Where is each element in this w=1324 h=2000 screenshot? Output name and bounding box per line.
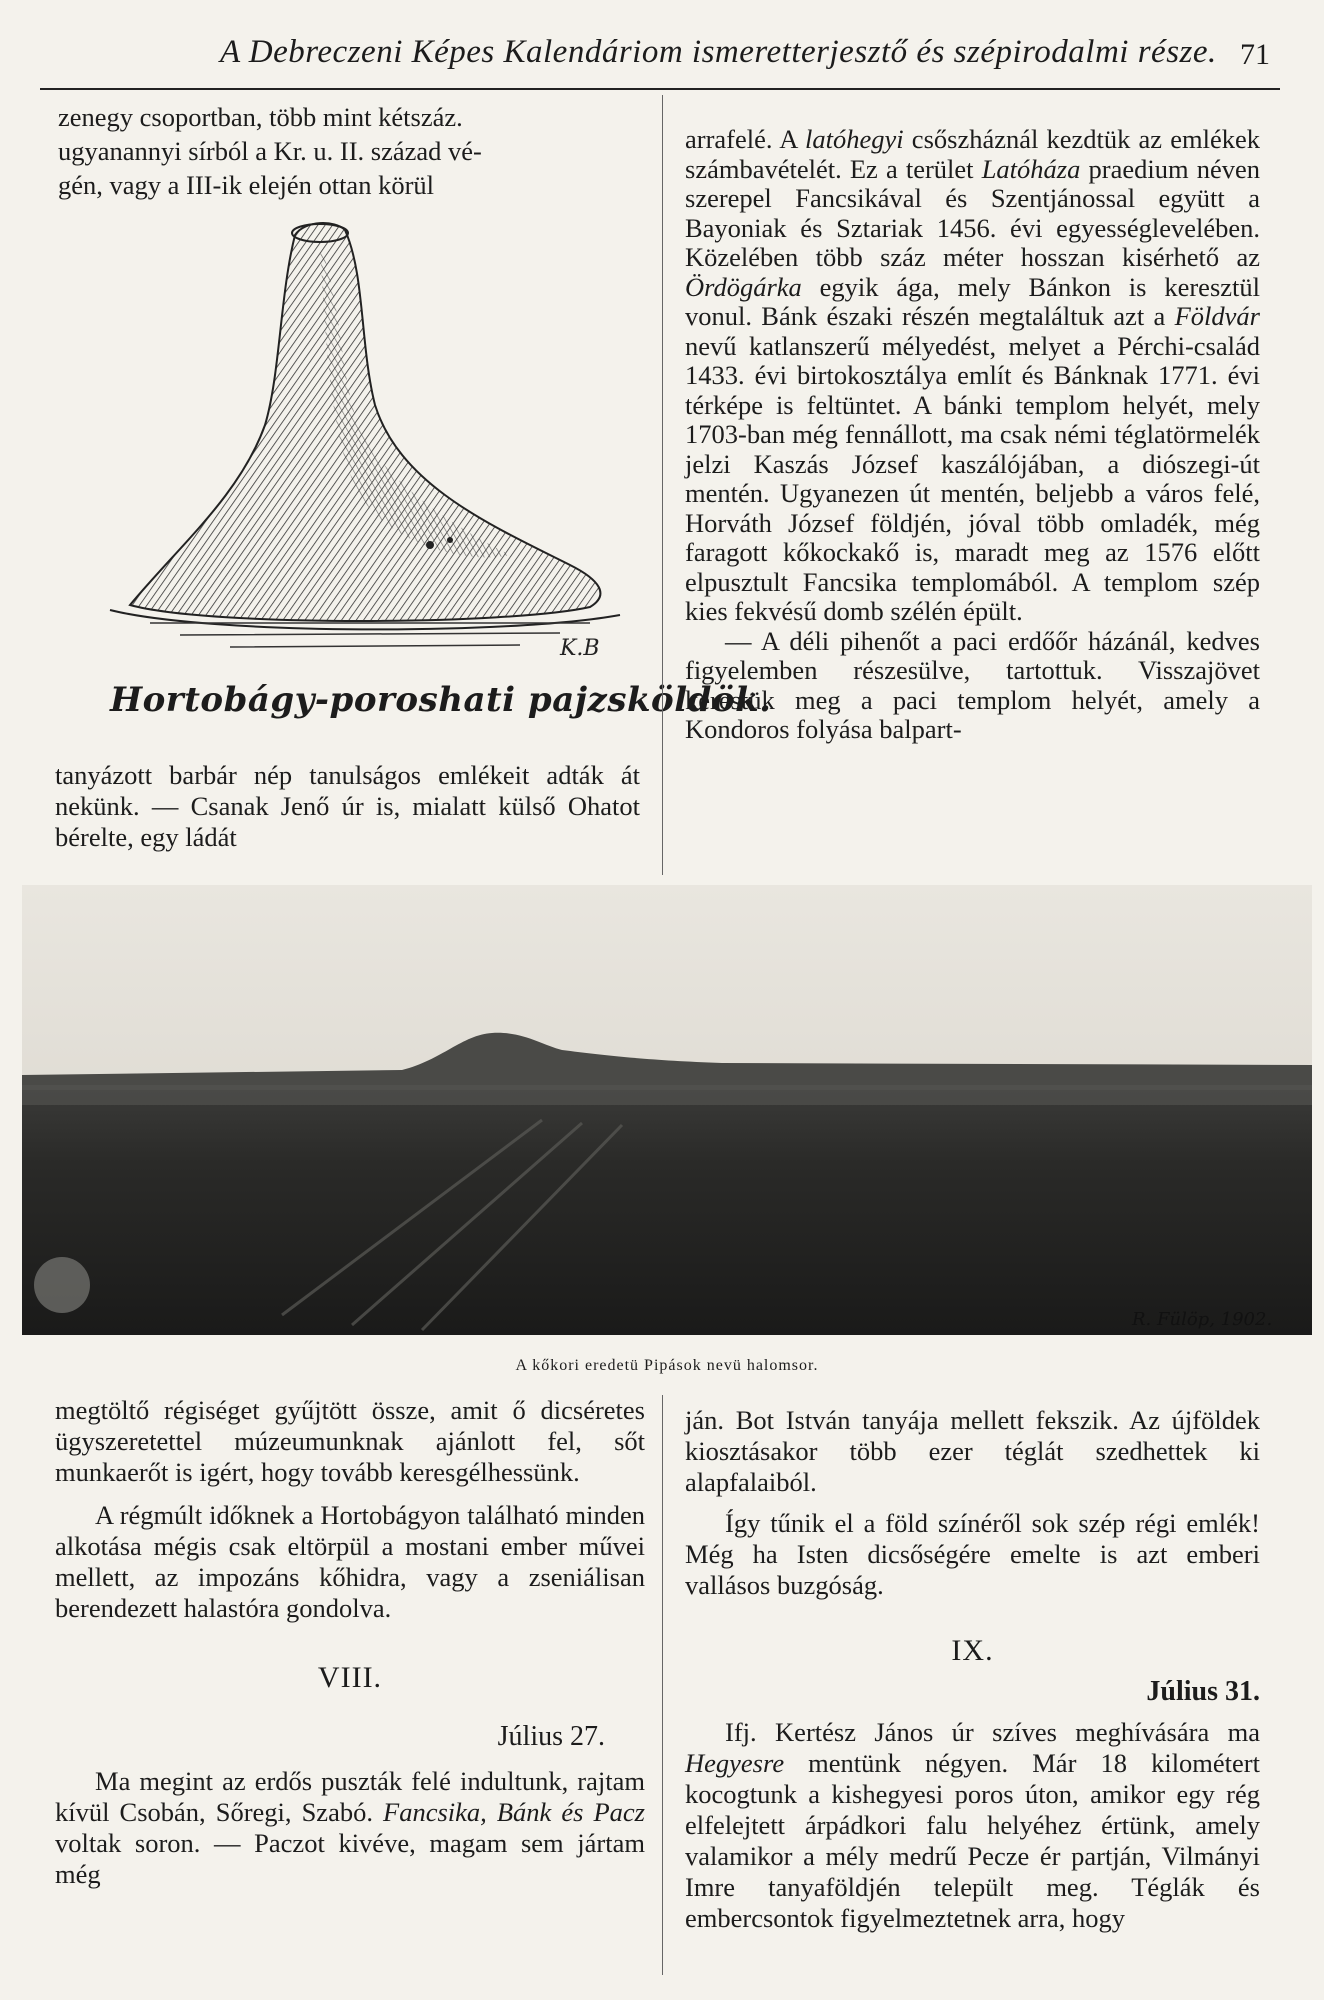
place-names: Fancsika, Bánk és Pacz [383, 1797, 645, 1827]
place-name: latóhegyi [805, 124, 904, 154]
section-date: Július 31. [1146, 1676, 1260, 1707]
page-header [40, 28, 1280, 90]
right-bottom-text [685, 1405, 1260, 1934]
left-bottom-text [55, 1395, 645, 1890]
paragraph: — A déli pihenőt a paci erdőőr házánál, kedves figyelemben részesülve, tartottuk. Visszajövet kerestük meg a paci templom helyét, amely a Kondoros folyása balpart- [685, 625, 1260, 744]
place-name: Ördögárka [685, 271, 802, 302]
monogram: K.B [560, 636, 600, 661]
photo-caption: A kőkori eredetü Pipások nevü halomsor. [515, 1357, 819, 1374]
paragraph: megtöltő régiséget gyűjtött össze, amit ő dicséretes ügyszeretettel múzeumunknak ajánlott fel, sőt munkaerőt is igért, hogy tovább keresgélhessünk. [55, 1395, 645, 1487]
text-line: ugyanannyi sírból a Kr. u. II. század vé- [58, 136, 482, 166]
page-number: 71 [1240, 38, 1270, 71]
left-mid-text [55, 760, 640, 853]
paragraph: Ma megint az erdős puszták felé indultunk, rajtam kívül Csobán, Sőregi, Szabó. Fancsika, Bánk és Pacz voltak soron. — Paczot kivéve, magam sem jártam még [55, 1766, 645, 1889]
header-title: A Debreczeni Képes Kalendáriom ismeretterjesztő és szépirodalmi része. [220, 34, 1217, 70]
place-name: Hegyesre [685, 1748, 785, 1778]
section-heading: IX. [951, 1634, 994, 1667]
paragraph: tanyázott barbár nép tanulságos emlékeit adták át nekünk. — Csanak Jenő úr is, mialatt külső Ohatot bérelte, egy ládát [55, 760, 640, 852]
illustration-caption: Hortobágy-poroshati pajzsköldök. [110, 680, 772, 720]
section-heading: VIII. [317, 1661, 383, 1694]
text-line: gén, vagy a III-ik elején ottan körül [58, 170, 435, 200]
photo-drawing [22, 885, 1312, 1335]
place-name: Földvár [1174, 301, 1260, 331]
right-top-text [685, 125, 1260, 745]
paragraph: arrafelé. A latóhegyi csőszháznál kezdtük az emlékek számbavételét. Ez a terület Latóháza praedium néven szerepel Fancsikával és Szentjánossal együtt a Bayoniak és Sztariak 1456. évi egyességlevelében. Közelében több száz méter hosszan kisérhető az Ördögárka egyik ága, mely Bánkon is keresztül vonul. Bánk északi részén megtaláltuk azt a Földvár nevű katlanszerű mélyedést, melyet a Pérchi-család 1433. évi birtokosztálya említ és Bánknak 1771. évi térképe is feltüntet. A bánki templom helyét, mely 1703-ban még fennállott, ma csak némi téglatörmelék jelzi Kaszás József kaszálójában, a diószegi-út mentén. Ugyanezen út mentén, beljebb a város felé, Horváth József földjén, jóval több omladék, még faragott kőkockakő is, maradt meg az 1576 előtt elpusztult Fancsika templomából. A templom szép kies fekvésű domb szélén épült. [685, 124, 1260, 626]
mound-illustration [90, 215, 650, 685]
column-rule-bottom [662, 1395, 663, 1975]
mound-body [130, 223, 600, 621]
landscape-photo [22, 885, 1312, 1335]
paragraph: Ifj. Kertész János úr szíves meghívására ma Hegyesre mentünk négyen. Már 18 kilométert kocogtunk a kishegyesi poros úton, amikor egy rég elfelejtett árpádkori falu helyéhez értünk, amely valamikor a mély medrű Pecze ér partján, Vilmányi Imre tanyaföldjén települt meg. Téglák és embercsontok figyelmeztetnek arra, hogy [685, 1717, 1260, 1933]
place-name: Latóháza [981, 153, 1081, 184]
text-line: zenegy csoportban, több mint kétszáz. [58, 102, 463, 132]
paragraph: Így tűnik el a föld színéről sok szép régi emlék! Még ha Isten dicsőségére emelte is azt emberi vallásos buzgóság. [685, 1508, 1260, 1600]
photo-signature: R. Fülöp, 1902. [1132, 1309, 1273, 1330]
section-date: Július 27. [497, 1721, 605, 1752]
column-rule-top [662, 95, 663, 875]
paragraph: ján. Bot István tanyája mellett fekszik. Az újföldek kiosztásakor több ezer téglát szedhettek ki alapfalaiból. [685, 1405, 1260, 1497]
paragraph: A régmúlt időknek a Hortobágyon található minden alkotása mégis csak eltörpül a mostani ember művei mellett, az impozáns kőhidra, vagy a zseniálisan berendezett halastóra gondolva. [55, 1500, 645, 1623]
left-top-text [58, 100, 643, 202]
